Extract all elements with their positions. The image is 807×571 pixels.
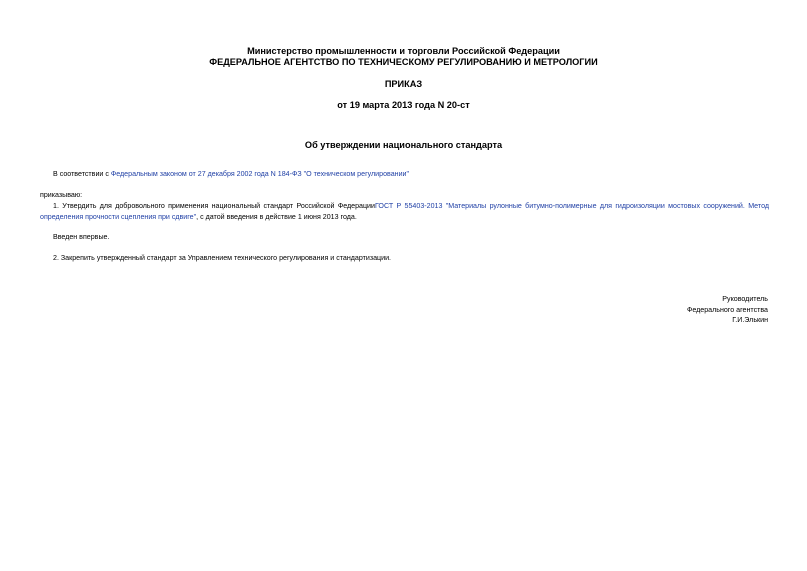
item-1-prefix: 1. Утвердить для добровольного применения национальный стандарт Российской Федерации [53, 202, 375, 210]
document-type-heading: ПРИКАЗ [384, 79, 423, 89]
document-date-number: от 19 марта 2013 года N 20-ст [337, 100, 470, 110]
preamble-prefix: В соответствии с [53, 170, 111, 178]
signature-name: Г.И.Элькин [732, 316, 768, 324]
federal-law-link[interactable]: Федеральным законом от 27 декабря 2002 года N 184-ФЗ "О техническом регулировании" [110, 170, 410, 178]
item-1-paragraph [40, 201, 769, 222]
agency-heading: ФЕДЕРАЛЬНОЕ АГЕНТСТВО ПО ТЕХНИЧЕСКОМУ РЕГУЛИРОВАНИЮ И МЕТРОЛОГИИ [209, 57, 598, 67]
ministry-heading: Министерство промышленности и торговли Российской Федерации [247, 46, 560, 56]
order-word: приказываю: [40, 191, 83, 199]
item-2-paragraph: 2. Закрепить утвержденный стандарт за Управлением технического регулирования и стандартизации. [53, 254, 392, 262]
document-subject: Об утверждении национального стандарта [304, 140, 503, 150]
standard-link[interactable]: ГОСТ Р 55403-2013 "Материалы рулонные битумно-полимерные для гидроизоляции мостовых сооружений. Метод определения прочности сцепления при сдвиге" [40, 202, 769, 221]
first-introduced-note: Введен впервые. [53, 233, 110, 241]
signature-title-line-2: Федерального агентства [686, 306, 768, 314]
preamble-paragraph [53, 170, 409, 179]
item-1-suffix: , с датой введения в действие 1 июня 2013 года. [196, 212, 357, 221]
signature-title-line-1: Руководитель [722, 295, 768, 303]
